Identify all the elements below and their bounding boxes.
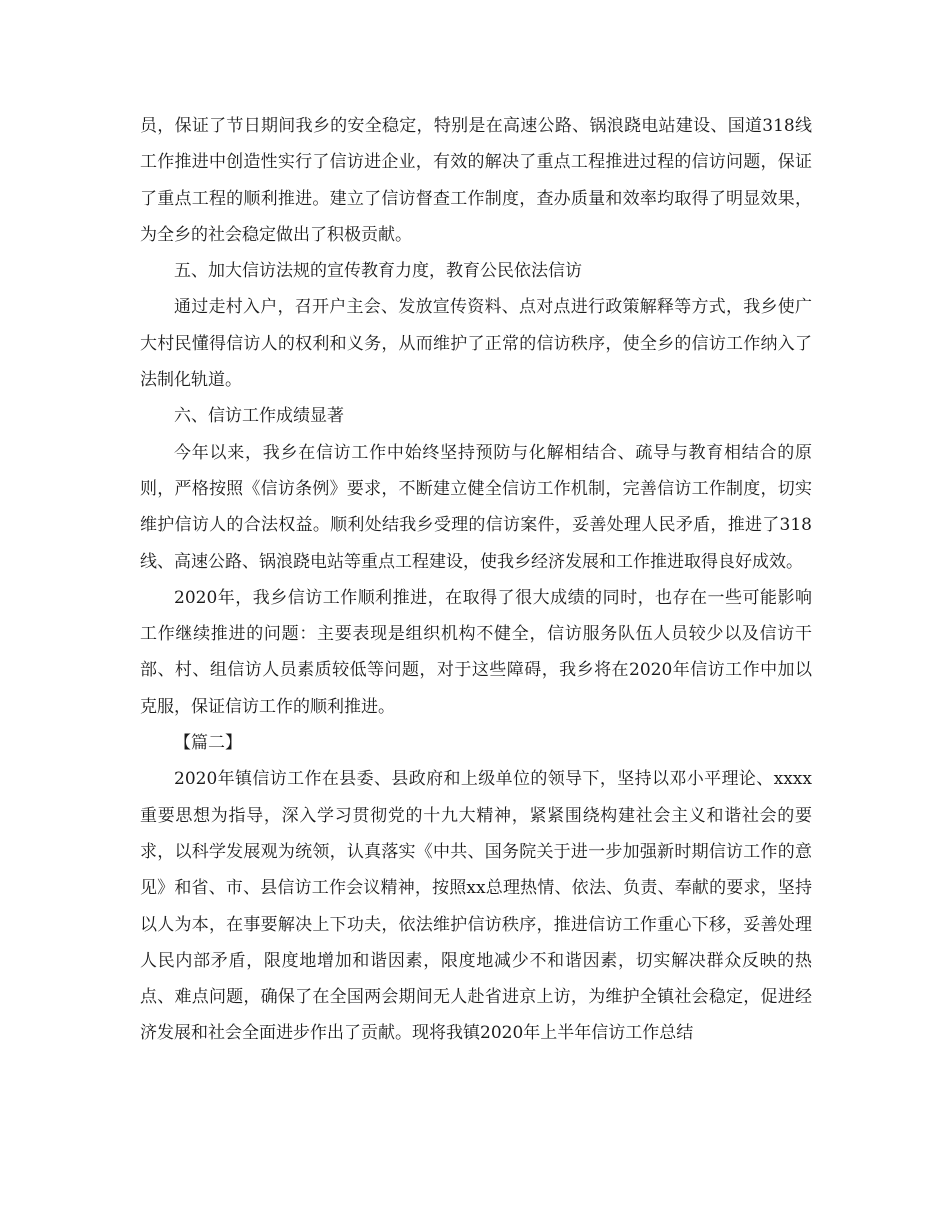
paragraph-achievements: 今年以来，我乡在信访工作中始终坚持预防与化解相结合、疏导与教育相结合的原则，严格按照《信访条例》要求，不断建立健全信访工作机制，完善信访工作制度，切实维护信访人的合法权益。顺利处结我乡受理的信访案件，妥善处理人民矛盾，推进了318线、高速公路、锅浪跷电站等重点工程建设，使我乡经济发展和工作推进取得良好成效。 bbox=[140, 442, 812, 572]
chapter-marker-two: 【篇二】 bbox=[174, 733, 242, 754]
paragraph-problems: 2020年，我乡信访工作顺利推进，在取得了很大成绩的同时，也存在一些可能影响工作继续推进的问题：主要表现是组织机构不健全，信访服务队伍人员较少以及信访干部、村、组信访人员素质较低等问题，对于这些障碍，我乡将在2020年信访工作中加以克服，保证信访工作的顺利推进。 bbox=[140, 587, 812, 717]
paragraph-chapter-two-intro: 2020年镇信访工作在县委、县政府和上级单位的领导下，坚持以邓小平理论、xxxx重要思想为指导，深入学习贯彻党的十九大精神，紧紧围绕构建社会主义和谐社会的要求，以科学发展观为统领，认真落实《中共、国务院关于进一步加强新时期信访工作的意见》和省、市、县信访工作会议精神，按照xx总理热情、依法、负责、奉献的要求，坚持以人为本，在事要解决上下功夫，依法维护信访秩序，推进信访工作重心下移，妥善处理人民内部矛盾，限度地增加和谐因素，限度地减少不和谐因素，切实解决群众反映的热点、难点问题，确保了在全国两会期间无人赴省进京上访，为维护全镇社会稳定，促进经济发展和社会全面进步作出了贡献。现将我镇2020年上半年信访工作总结 bbox=[140, 769, 812, 1044]
document-body bbox=[140, 108, 812, 1052]
paragraph-publicity: 通过走村入户，召开户主会、发放宣传资料、点对点进行政策解释等方式，我乡使广大村民懂得信访人的权利和义务，从而维护了正常的信访秩序，使全乡的信访工作纳入了法制化轨道。 bbox=[140, 297, 812, 391]
section-heading-five: 五、加大信访法规的宣传教育力度，教育公民依法信访 bbox=[174, 261, 582, 282]
paragraph-continuation: 员，保证了节日期间我乡的安全稳定，特别是在高速公路、锅浪跷电站建设、国道318线工作推进中创造性实行了信访进企业，有效的解决了重点工程推进过程的信访问题，保证了重点工程的顺利推进。建立了信访督查工作制度，查办质量和效率均取得了明显效果，为全乡的社会稳定做出了积极贡献。 bbox=[140, 116, 812, 245]
section-heading-six: 六、信访工作成绩显著 bbox=[174, 406, 344, 427]
